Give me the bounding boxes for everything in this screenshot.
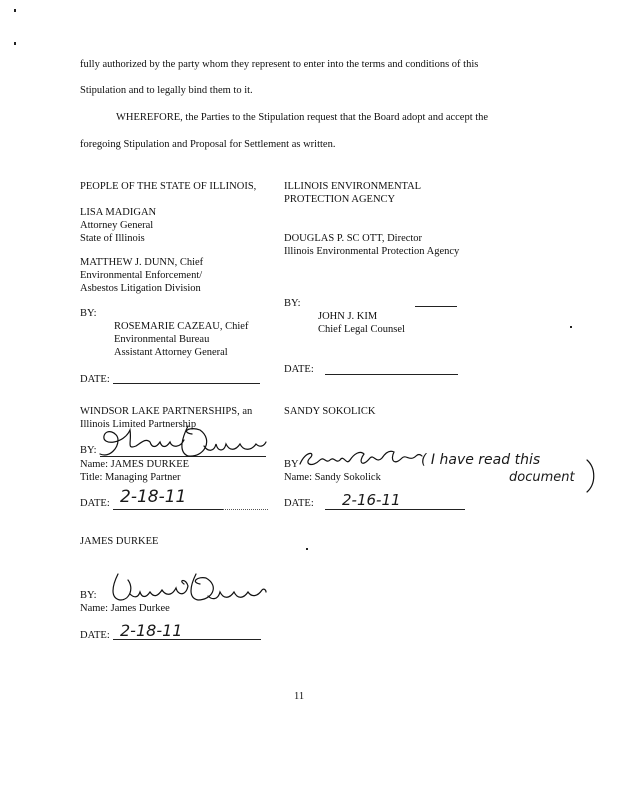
- sokolick-name-line: Name: Sandy Sokolick: [284, 472, 381, 483]
- right-party-2: PROTECTION AGENCY: [284, 194, 396, 205]
- durkee-party: JAMES DURKEE: [80, 536, 159, 547]
- right-counsel-title: Chief Legal Counsel: [318, 324, 405, 335]
- left-signer-name: ROSEMARIE CAZEAU, Chief: [114, 321, 249, 332]
- left-signer-bureau: Environmental Bureau: [114, 334, 210, 345]
- right-by-label: BY:: [284, 298, 301, 309]
- windsor-date-dots: [223, 509, 268, 510]
- right-party-1: ILLINOIS ENVIRONMENTAL: [284, 181, 422, 192]
- left-chief-name: MATTHEW J. DUNN, Chief: [80, 257, 204, 268]
- durkee-date-value: 2-18-11: [120, 621, 183, 640]
- intro-line-3: WHEREFORE, the Parties to the Stipulation request that the Board adopt and accept the: [116, 112, 489, 123]
- left-chief-div-1: Environmental Enforcement/: [80, 270, 203, 281]
- right-counsel-name: JOHN J. KIM: [318, 311, 378, 322]
- sokolick-date-value: 2-16-11: [342, 491, 401, 509]
- durkee-date-label: DATE:: [80, 630, 110, 641]
- sokolick-signature: [298, 446, 424, 472]
- margin-mark: [14, 42, 16, 45]
- windsor-by-label: BY:: [80, 445, 97, 456]
- sokolick-by-label: BY: [284, 459, 299, 470]
- sokolick-note-line-1: ( I have read this: [421, 452, 541, 468]
- stray-dot: [306, 548, 308, 550]
- sokolick-note-close-paren: [584, 458, 598, 494]
- windsor-date-label: DATE:: [80, 498, 110, 509]
- sokolick-date-line: [325, 509, 465, 510]
- windsor-date-value: 2-18-11: [120, 487, 187, 507]
- right-director-agency: Illinois Environmental Protection Agency: [284, 246, 460, 257]
- margin-mark: [14, 9, 16, 12]
- right-date-line: [325, 374, 458, 375]
- windsor-date-line: [113, 509, 223, 510]
- right-date-label: DATE:: [284, 364, 314, 375]
- windsor-name-line: Name: JAMES DURKEE: [80, 459, 190, 470]
- left-date-line: [113, 383, 260, 384]
- intro-line-2: Stipulation and to legally bind them to it.: [80, 85, 253, 96]
- windsor-title-line: Title: Managing Partner: [80, 472, 181, 483]
- left-party: PEOPLE OF THE STATE OF ILLINOIS,: [80, 181, 257, 192]
- windsor-party-2: Illinois Limited Partnership: [80, 419, 197, 430]
- right-director-name: DOUGLAS P. SC OTT, Director: [284, 233, 423, 244]
- right-signature-line: [415, 306, 457, 307]
- windsor-party-1: WINDSOR LAKE PARTNERSHIPS, an: [80, 406, 253, 417]
- left-chief-div-2: Asbestos Litigation Division: [80, 283, 201, 294]
- left-ag-state: State of Illinois: [80, 233, 145, 244]
- intro-line-4: foregoing Stipulation and Proposal for Settlement as written.: [80, 139, 336, 150]
- left-ag-name: LISA MADIGAN: [80, 207, 157, 218]
- left-date-label: DATE:: [80, 374, 110, 385]
- durkee-name-line: Name: James Durkee: [80, 603, 170, 614]
- left-ag-title: Attorney General: [80, 220, 154, 231]
- left-signer-title: Assistant Attorney General: [114, 347, 228, 358]
- margin-mark: [570, 326, 572, 328]
- page-number: 11: [294, 691, 305, 702]
- sokolick-party: SANDY SOKOLICK: [284, 406, 376, 417]
- sokolick-date-label: DATE:: [284, 498, 314, 509]
- intro-line-1: fully authorized by the party whom they represent to enter into the terms and conditions of this: [80, 59, 479, 70]
- left-by-label: BY:: [80, 308, 97, 319]
- durkee-date-line: [113, 639, 261, 640]
- durkee-by-label: BY:: [80, 590, 97, 601]
- sokolick-note-line-2: document: [509, 470, 575, 485]
